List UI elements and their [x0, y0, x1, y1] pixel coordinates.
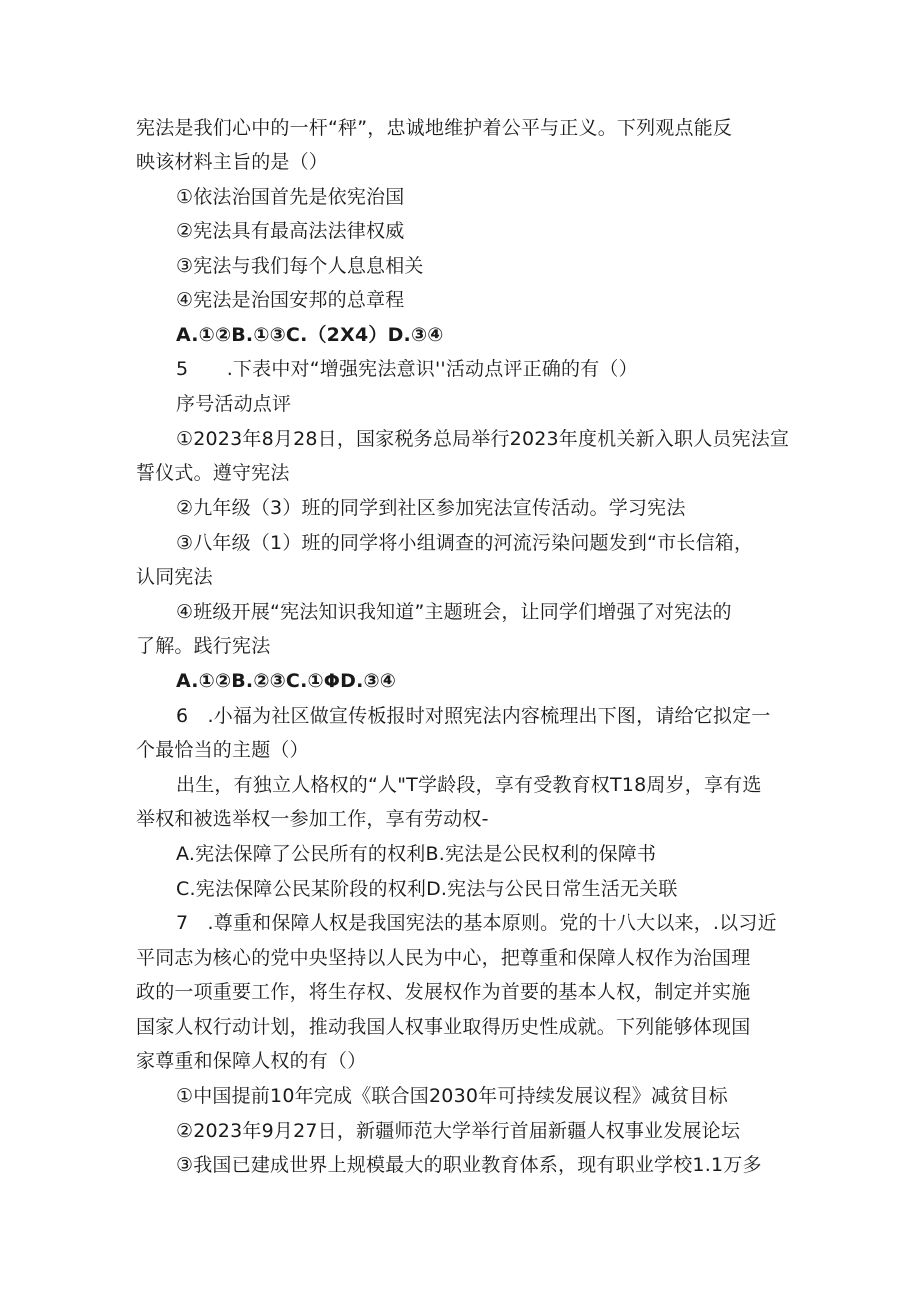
table-row-cont: 认同宪法	[136, 566, 213, 588]
answer-choices: A.①②B.①③C.（2X4）D.③④	[176, 324, 444, 346]
table-row: ②九年级（3）班的同学到社区参加宪法宣传活动。学习宪法	[176, 497, 686, 519]
option-line: ③宪法与我们每个人息息相关	[176, 255, 424, 277]
answer-choices: C.宪法保障公民某阶段的权利D.宪法与公民日常生活无关联	[176, 878, 678, 900]
question-5: 5 .下表中对“增强宪法意识''活动点评正确的有（）	[176, 358, 638, 380]
option-line: ①中国提前10年完成《联合国2030年可持续发展议程》减贫目标	[176, 1085, 728, 1107]
table-header: 序号活动点评	[176, 393, 292, 415]
question-7-cont: 平同志为核心的党中央坚持以人民为中心，把尊重和保障人权作为治国理	[136, 947, 751, 969]
option-line: ②2023年9月27日，新疆师范大学举行首届新疆人权事业发展论坛	[176, 1120, 741, 1142]
question-6: 6 .小福为社区做宣传板报时对照宪法内容梳理出下图，请给它拟定一	[176, 705, 771, 727]
option-line: ①依法治国首先是依宪治国	[176, 186, 405, 208]
table-row: ①2023年8月28日，国家税务总局举行2023年度机关新入职人员宪法宣	[176, 428, 790, 450]
option-line: ②宪法具有最高法法律权威	[176, 220, 405, 242]
option-line: ④宪法是治国安邦的总章程	[176, 289, 405, 311]
text-line: 宪法是我们心中的一杆“秤”，忠诚地维护着公平与正义。下列观点能反	[136, 117, 733, 139]
question-7-cont: 国家人权行动计划，推动我国人权事业取得历史性成就。下列能够体现国	[136, 1016, 751, 1038]
table-row-cont: 了解。践行宪法	[136, 635, 271, 657]
table-row: ④班级开展“宪法知识我知道”主题班会，让同学们增强了对宪法的	[176, 601, 732, 623]
text-line: 映该材料主旨的是（）	[136, 151, 329, 173]
answer-choices: A.宪法保障了公民所有的权利B.宪法是公民权利的保障书	[176, 843, 657, 865]
diagram-text-cont: 举权和被选举权一参加工作，享有劳动权-	[136, 808, 489, 830]
question-7-cont: 家尊重和保障人权的有（）	[136, 1050, 367, 1072]
table-row-cont: 誓仪式。遵守宪法	[136, 462, 290, 484]
diagram-text: 出生，有独立人格权的“人"T学龄段，享有受教育权T18周岁，享有选	[176, 774, 762, 796]
question-6-cont: 个最恰当的主题（）	[136, 739, 309, 761]
table-row: ③八年级（1）班的同学将小组调查的河流污染问题发到“市长信箱，	[176, 532, 754, 554]
question-7-cont: 政的一项重要工作，将生存权、发展权作为首要的基本人权，制定并实施	[136, 981, 751, 1003]
question-7: 7 .尊重和保障人权是我国宪法的基本原则。党的十八大以来，.以习近	[176, 912, 777, 934]
option-line: ③我国已建成世界上规模最大的职业教育体系，现有职业学校1.1万多	[176, 1154, 762, 1176]
answer-choices: A.①②B.②③C.①ΦD.③④	[176, 670, 397, 692]
